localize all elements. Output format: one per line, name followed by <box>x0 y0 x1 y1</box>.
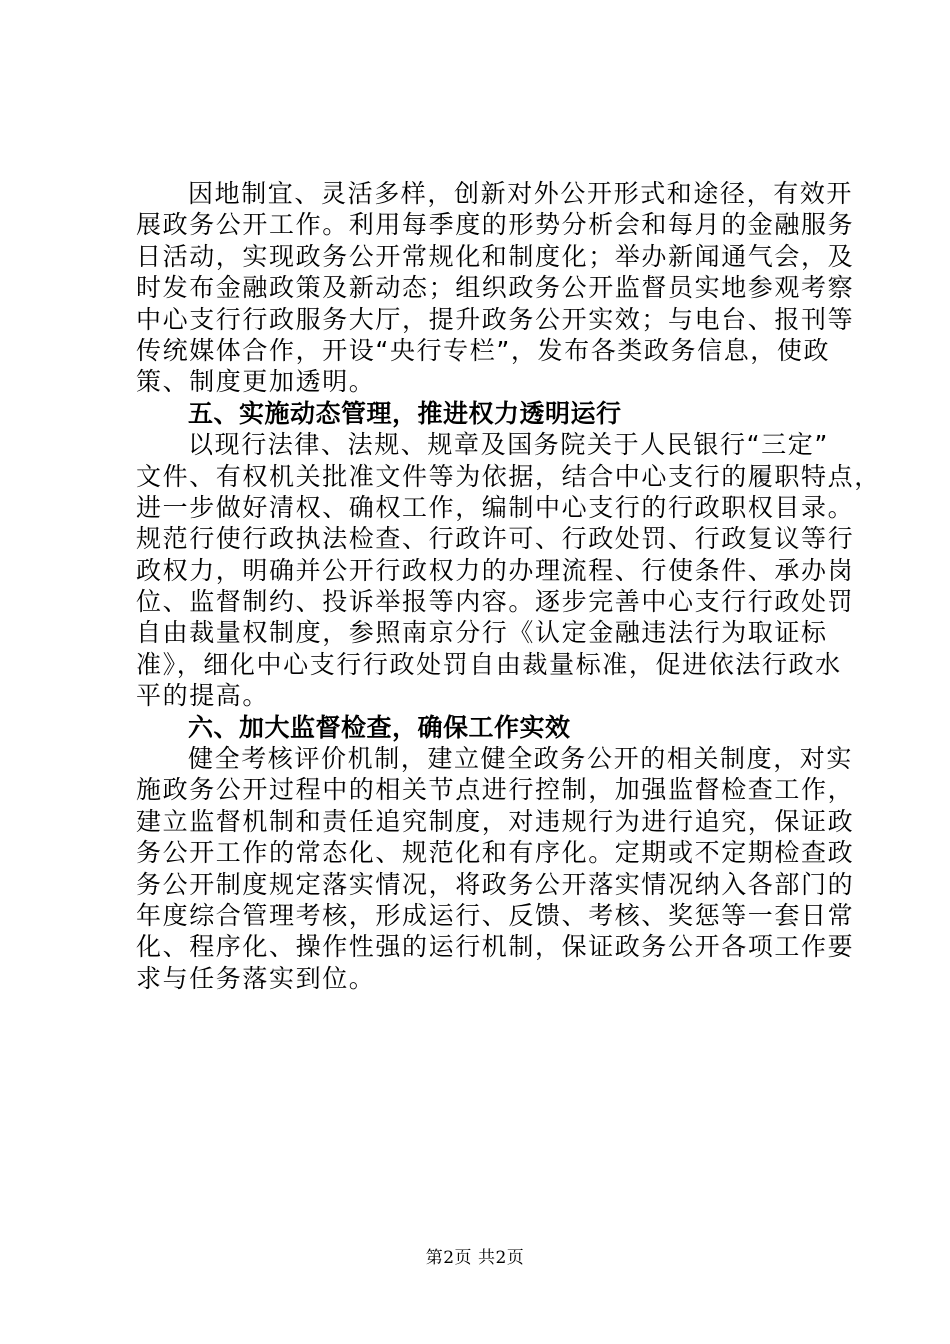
text-line: 位、监督制约、投诉举报等内容。逐步完善中心支行行政处罚 <box>136 587 855 617</box>
text-line: 日活动，实现政务公开常规化和制度化；举办新闻通气会，及 <box>136 241 855 271</box>
text-line: 化、程序化、操作性强的运行机制，保证政务公开各项工作要 <box>136 932 855 962</box>
section-heading-5: 五、实施动态管理，推进权力透明运行 <box>188 398 622 428</box>
text-line: 规范行使行政执法检查、行政许可、行政处罚、行政复议等行 <box>136 524 855 554</box>
text-line: 自由裁量权制度，参照南京分行《认定金融违法行为取证标 <box>136 618 828 648</box>
text-line: 展政务公开工作。利用每季度的形势分析会和每月的金融服务 <box>136 210 855 240</box>
text-line: 施政务公开过程中的相关节点进行控制，加强监督检查工作， <box>136 775 855 805</box>
text-line: 政权力，明确并公开行政权力的办理流程、行使条件、承办岗 <box>136 555 855 585</box>
paragraph-intro <box>136 178 855 398</box>
page-footer <box>0 1243 950 1268</box>
text-line: 文件、有权机关批准文件等为依据，结合中心支行的履职特点， <box>136 461 881 491</box>
text-line: 时发布金融政策及新动态；组织政务公开监督员实地参观考察 <box>136 273 855 303</box>
text-line: 求与任务落实到位。 <box>136 963 376 993</box>
paragraph-section-6 <box>136 743 855 994</box>
text-line: 建立监督机制和责任追究制度，对违规行为进行追究，保证政 <box>136 806 855 836</box>
text-line: 中心支行行政服务大厅，提升政务公开实效；与电台、报刊等 <box>136 304 855 334</box>
text-line: 进一步做好清权、确权工作，编制中心支行的行政职权目录。 <box>136 492 855 522</box>
text-line: 准》，细化中心支行行政处罚自由裁量标准，促进依法行政水 <box>136 649 842 679</box>
text-line: 传统媒体合作，开设“央行专栏”，发布各类政务信息，使政 <box>136 335 831 365</box>
document-body <box>136 178 881 994</box>
page-number-label: 第2页 共2页 <box>425 1248 525 1268</box>
text-line: 策、制度更加透明。 <box>136 367 376 397</box>
text-line: 以现行法律、法规、规章及国务院关于人民银行“三定” <box>188 430 829 460</box>
text-line: 年度综合管理考核，形成运行、反馈、考核、奖惩等一套日常 <box>136 900 855 930</box>
text-line: 因地制宜、灵活多样，创新对外公开形式和途径，有效开 <box>188 179 854 208</box>
section-heading-6: 六、加大监督检查，确保工作实效 <box>188 712 571 742</box>
text-line: 健全考核评价机制，建立健全政务公开的相关制度，对实 <box>188 744 854 774</box>
text-line: 务公开制度规定落实情况，将政务公开落实情况纳入各部门的 <box>136 869 855 899</box>
text-line: 务公开工作的常态化、规范化和有序化。定期或不定期检查政 <box>136 838 855 868</box>
text-line: 平的提高。 <box>136 681 270 711</box>
paragraph-section-5 <box>136 429 881 712</box>
